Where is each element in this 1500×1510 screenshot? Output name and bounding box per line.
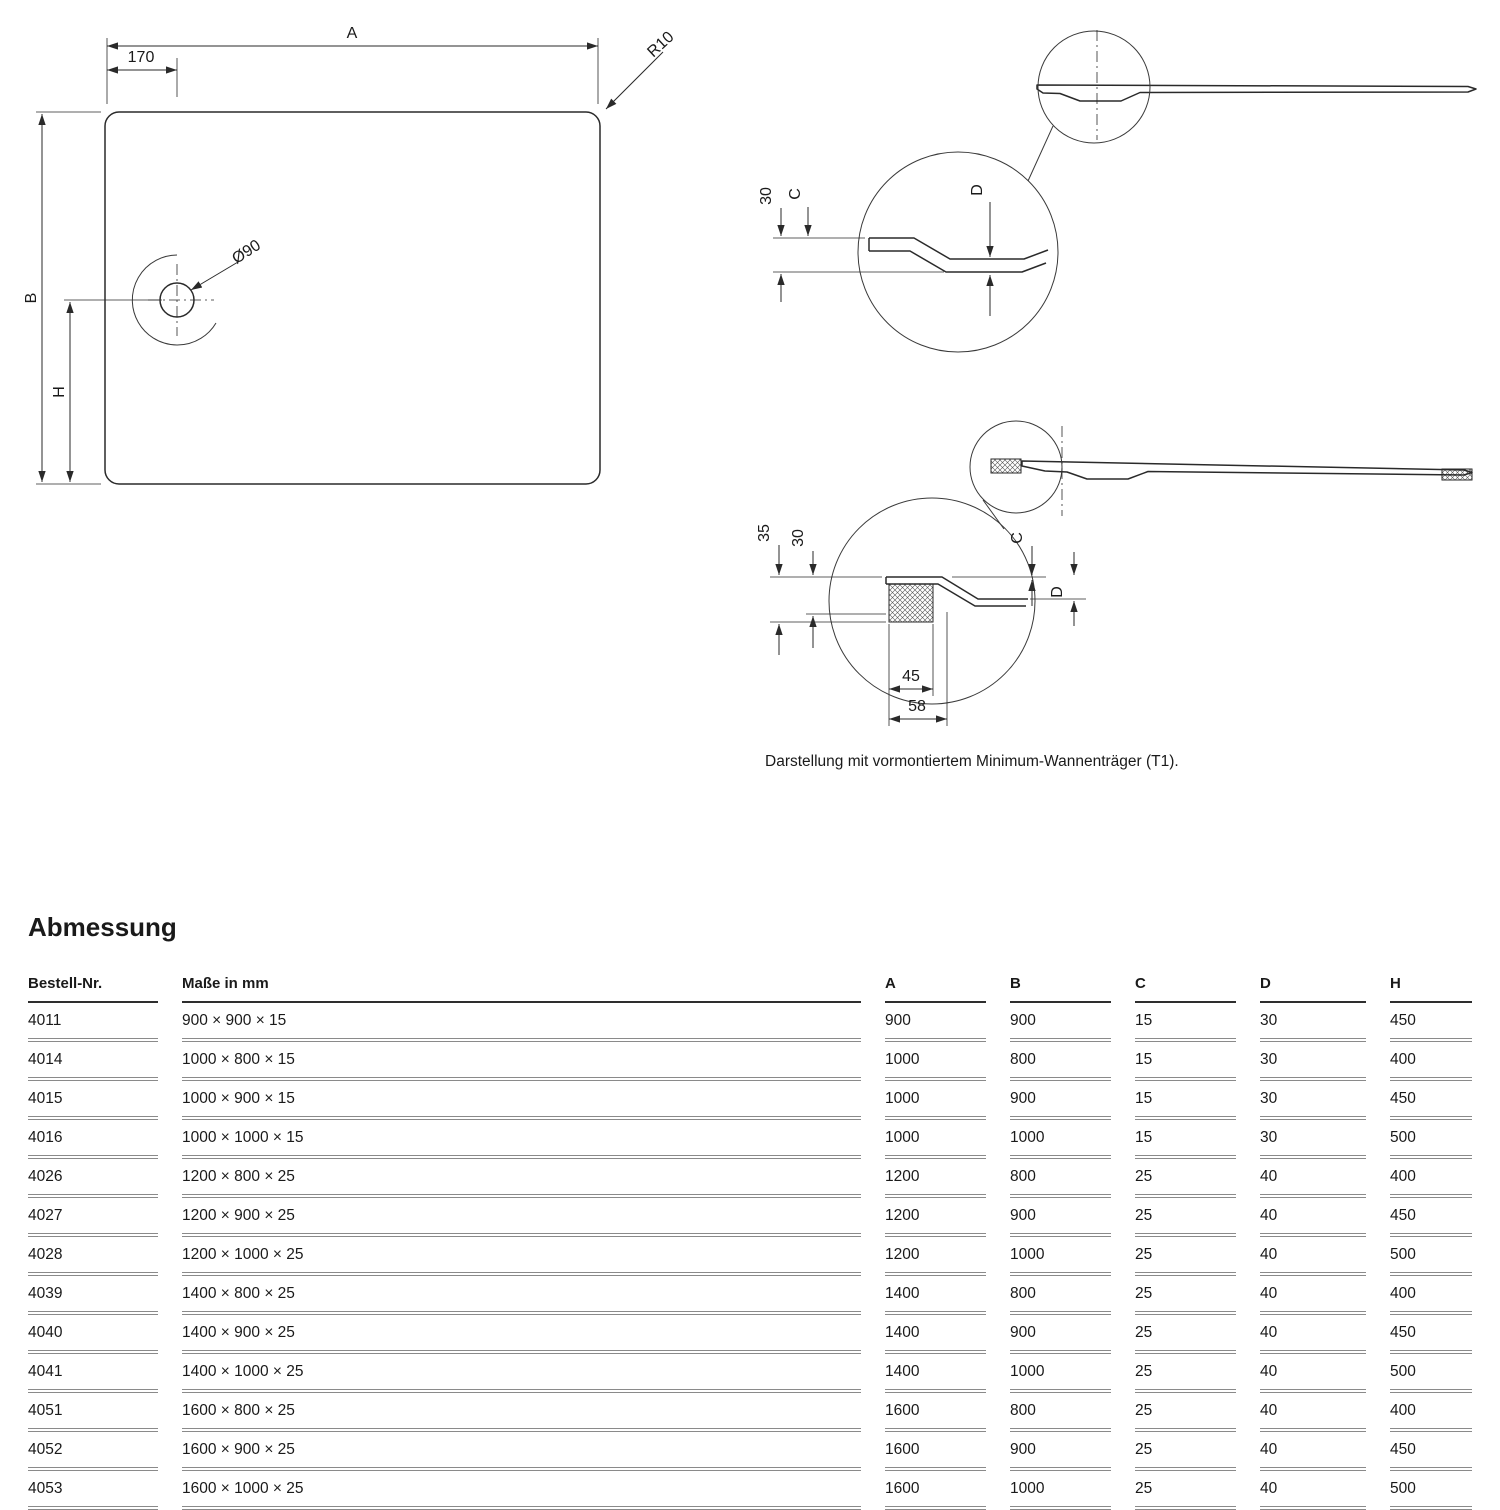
table-cell: 500 bbox=[1390, 1471, 1472, 1510]
table-row bbox=[28, 1120, 1472, 1159]
dim-label-b: B bbox=[23, 292, 40, 304]
table-row bbox=[28, 1042, 1472, 1081]
table-cell: 1000 bbox=[1010, 1471, 1111, 1510]
table-cell: 15 bbox=[1135, 1120, 1236, 1159]
table-cell: 25 bbox=[1135, 1432, 1236, 1471]
table-cell: 4016 bbox=[28, 1120, 158, 1159]
table-cell: 800 bbox=[1010, 1276, 1111, 1315]
dim-label-58: 58 bbox=[908, 698, 926, 715]
table-cell: 15 bbox=[1135, 1081, 1236, 1120]
table-cell: 1400 bbox=[885, 1354, 986, 1393]
table-cell: 800 bbox=[1010, 1393, 1111, 1432]
table-cell: 1200 bbox=[885, 1198, 986, 1237]
detail-blowup-circle bbox=[858, 152, 1058, 352]
table-row bbox=[28, 1432, 1472, 1471]
table-cell: 900 bbox=[885, 1003, 986, 1042]
dim-label-drain-diameter: Ø90 bbox=[229, 236, 264, 268]
table-cell: 1200 × 900 × 25 bbox=[182, 1198, 861, 1237]
table-cell: 4053 bbox=[28, 1471, 158, 1510]
carrier-block-left bbox=[991, 459, 1021, 473]
table-cell: 25 bbox=[1135, 1237, 1236, 1276]
shower-tray-outline bbox=[105, 112, 600, 484]
table-row bbox=[28, 1315, 1472, 1354]
table-cell: 1000 bbox=[1010, 1120, 1111, 1159]
table-cell: 4041 bbox=[28, 1354, 158, 1393]
table-row bbox=[28, 1081, 1472, 1120]
table-cell: 400 bbox=[1390, 1159, 1472, 1198]
column-header: B bbox=[1010, 969, 1111, 1003]
table-cell: 500 bbox=[1390, 1354, 1472, 1393]
table-cell: 4026 bbox=[28, 1159, 158, 1198]
table-cell: 450 bbox=[1390, 1003, 1472, 1042]
table-cell: 450 bbox=[1390, 1081, 1472, 1120]
table-cell: 15 bbox=[1135, 1003, 1236, 1042]
dim-label-d: D bbox=[1049, 586, 1066, 598]
dimensions-section bbox=[28, 912, 1472, 1510]
table-cell: 1200 × 1000 × 25 bbox=[182, 1237, 861, 1276]
dim-label-45: 45 bbox=[902, 668, 920, 685]
table-row bbox=[28, 1003, 1472, 1042]
table-cell: 450 bbox=[1390, 1315, 1472, 1354]
table-cell: 1400 bbox=[885, 1276, 986, 1315]
table-row bbox=[28, 1159, 1472, 1198]
column-header: H bbox=[1390, 969, 1472, 1003]
table-cell: 1000 bbox=[885, 1081, 986, 1120]
table-row bbox=[28, 1276, 1472, 1315]
table-cell: 1600 × 1000 × 25 bbox=[182, 1471, 861, 1510]
table-cell: 25 bbox=[1135, 1471, 1236, 1510]
table-cell: 30 bbox=[1260, 1003, 1366, 1042]
table-cell: 40 bbox=[1260, 1276, 1366, 1315]
table-cell: 1600 × 800 × 25 bbox=[182, 1393, 861, 1432]
table-cell: 800 bbox=[1010, 1042, 1111, 1081]
table-cell: 40 bbox=[1260, 1159, 1366, 1198]
dim-label-d: D bbox=[969, 184, 986, 196]
tray-profile-on-carrier bbox=[1022, 461, 1472, 479]
table-cell: 40 bbox=[1260, 1432, 1366, 1471]
table-cell: 1600 bbox=[885, 1432, 986, 1471]
table-cell: 30 bbox=[1260, 1120, 1366, 1159]
table-cell: 800 bbox=[1010, 1159, 1111, 1198]
table-cell: 900 × 900 × 15 bbox=[182, 1003, 861, 1042]
plan-view-drawing bbox=[23, 25, 678, 484]
table-cell: 4011 bbox=[28, 1003, 158, 1042]
dim-label-170: 170 bbox=[127, 49, 155, 66]
dim-label-35: 35 bbox=[756, 524, 773, 542]
table-cell: 4014 bbox=[28, 1042, 158, 1081]
table-cell: 1400 × 800 × 25 bbox=[182, 1276, 861, 1315]
table-cell: 30 bbox=[1260, 1042, 1366, 1081]
table-cell: 30 bbox=[1260, 1081, 1366, 1120]
table-cell: 4027 bbox=[28, 1198, 158, 1237]
table-row bbox=[28, 1237, 1472, 1276]
table-cell: 25 bbox=[1135, 1315, 1236, 1354]
dimensions-table bbox=[4, 969, 1496, 1510]
table-cell: 1600 × 900 × 25 bbox=[182, 1432, 861, 1471]
table-cell: 1600 bbox=[885, 1393, 986, 1432]
table-cell: 900 bbox=[1010, 1432, 1111, 1471]
table-cell: 25 bbox=[1135, 1159, 1236, 1198]
column-header: Bestell-Nr. bbox=[28, 969, 158, 1003]
drawing-caption: Darstellung mit vormontiertem Minimum-Wannenträger (T1). bbox=[765, 753, 1179, 770]
table-cell: 25 bbox=[1135, 1276, 1236, 1315]
dim-label-c: C bbox=[1009, 532, 1026, 544]
table-cell: 4015 bbox=[28, 1081, 158, 1120]
table-cell: 40 bbox=[1260, 1393, 1366, 1432]
table-cell: 400 bbox=[1390, 1393, 1472, 1432]
table-cell: 4051 bbox=[28, 1393, 158, 1432]
column-header: C bbox=[1135, 969, 1236, 1003]
table-cell: 40 bbox=[1260, 1198, 1366, 1237]
table-cell: 900 bbox=[1010, 1315, 1111, 1354]
table-cell: 1000 × 1000 × 15 bbox=[182, 1120, 861, 1159]
tray-profile bbox=[1037, 85, 1476, 101]
section-view-carrier bbox=[756, 421, 1472, 726]
table-cell: 25 bbox=[1135, 1393, 1236, 1432]
table-cell: 1000 bbox=[885, 1042, 986, 1081]
table-cell: 400 bbox=[1390, 1042, 1472, 1081]
table-cell: 1600 bbox=[885, 1471, 986, 1510]
table-cell: 900 bbox=[1010, 1198, 1111, 1237]
table-cell: 1000 × 800 × 15 bbox=[182, 1042, 861, 1081]
table-cell: 1400 × 900 × 25 bbox=[182, 1315, 861, 1354]
dim-label-c: C bbox=[787, 188, 804, 200]
table-header-row bbox=[28, 969, 1472, 1003]
dim-label-h: H bbox=[51, 386, 68, 398]
section-view-plain bbox=[758, 30, 1476, 352]
table-cell: 1400 × 1000 × 25 bbox=[182, 1354, 861, 1393]
table-cell: 400 bbox=[1390, 1276, 1472, 1315]
dim-label-a: A bbox=[346, 25, 358, 42]
table-cell: 25 bbox=[1135, 1198, 1236, 1237]
dim-label-30: 30 bbox=[758, 187, 775, 205]
table-row bbox=[28, 1198, 1472, 1237]
table-cell: 900 bbox=[1010, 1081, 1111, 1120]
dim-label-r10: R10 bbox=[644, 28, 678, 61]
dim-label-30: 30 bbox=[790, 529, 807, 547]
table-cell: 4039 bbox=[28, 1276, 158, 1315]
table-cell: 500 bbox=[1390, 1120, 1472, 1159]
table-row bbox=[28, 1354, 1472, 1393]
table-row bbox=[28, 1471, 1472, 1510]
column-header: D bbox=[1260, 969, 1366, 1003]
detail-marker-circle bbox=[1038, 31, 1150, 143]
table-body bbox=[28, 1003, 1472, 1510]
table-cell: 4052 bbox=[28, 1432, 158, 1471]
table-cell: 900 bbox=[1010, 1003, 1111, 1042]
table-cell: 1200 bbox=[885, 1237, 986, 1276]
column-header: Maße in mm bbox=[182, 969, 861, 1003]
table-cell: 4028 bbox=[28, 1237, 158, 1276]
table-cell: 15 bbox=[1135, 1042, 1236, 1081]
table-cell: 1200 × 800 × 25 bbox=[182, 1159, 861, 1198]
table-cell: 500 bbox=[1390, 1237, 1472, 1276]
table-cell: 1000 bbox=[1010, 1354, 1111, 1393]
table-cell: 1000 bbox=[1010, 1237, 1111, 1276]
table-cell: 40 bbox=[1260, 1315, 1366, 1354]
table-cell: 40 bbox=[1260, 1354, 1366, 1393]
table-cell: 1200 bbox=[885, 1159, 986, 1198]
table-title: Abmessung bbox=[28, 912, 177, 942]
table-cell: 1000 bbox=[885, 1120, 986, 1159]
table-cell: 450 bbox=[1390, 1198, 1472, 1237]
table-cell: 1000 × 900 × 15 bbox=[182, 1081, 861, 1120]
table-cell: 40 bbox=[1260, 1471, 1366, 1510]
column-header: A bbox=[885, 969, 986, 1003]
table-cell: 450 bbox=[1390, 1432, 1472, 1471]
table-cell: 25 bbox=[1135, 1354, 1236, 1393]
carrier-section-hatched bbox=[889, 584, 933, 622]
table-cell: 4040 bbox=[28, 1315, 158, 1354]
table-cell: 40 bbox=[1260, 1237, 1366, 1276]
table-row bbox=[28, 1393, 1472, 1432]
table-cell: 1400 bbox=[885, 1315, 986, 1354]
